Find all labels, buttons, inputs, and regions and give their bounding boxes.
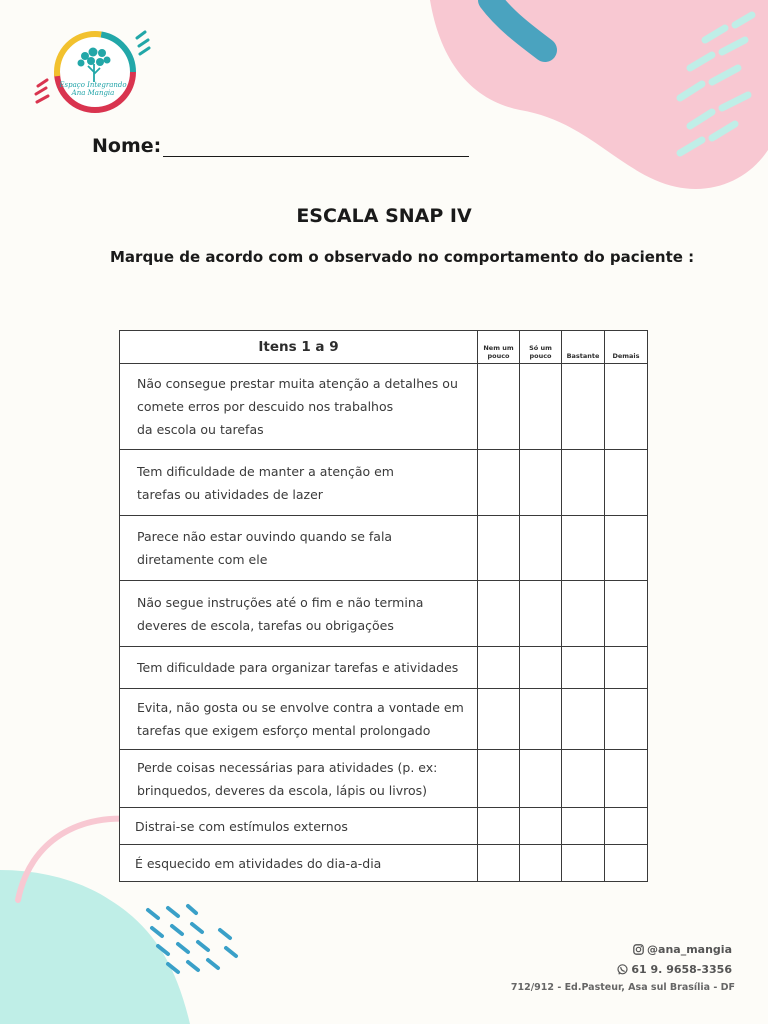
answer-cell[interactable]	[520, 750, 562, 808]
instagram-handle: @ana_mangia	[647, 943, 732, 956]
answer-cell[interactable]	[562, 689, 605, 750]
answer-cell[interactable]	[478, 689, 520, 750]
answer-cell[interactable]	[605, 581, 648, 647]
answer-cell[interactable]	[605, 845, 648, 882]
address-text: 712/912 - Ed.Pasteur, Asa sul Brasília - DF	[510, 982, 735, 993]
item-text	[120, 808, 478, 845]
name-label: Nome:	[92, 135, 162, 157]
logo-emblem	[33, 26, 153, 121]
brand-logo	[33, 26, 153, 121]
answer-cell[interactable]	[520, 516, 562, 581]
logo-line-2: Ana Mangia	[71, 89, 115, 97]
item-text	[120, 845, 478, 882]
table-row	[120, 647, 648, 689]
answer-cell[interactable]	[562, 450, 605, 516]
item-text	[120, 647, 478, 689]
item-line: tarefas que exigem esforço mental prolongado	[137, 723, 431, 738]
item-line: diretamente com ele	[137, 552, 268, 567]
table-header-row	[120, 331, 648, 364]
answer-cell[interactable]	[520, 581, 562, 647]
answer-cell[interactable]	[562, 516, 605, 581]
answer-cell[interactable]	[562, 364, 605, 450]
answer-cell[interactable]	[605, 647, 648, 689]
phone-contact[interactable]	[617, 963, 732, 978]
table-row	[120, 808, 648, 845]
name-input-line[interactable]	[163, 136, 469, 157]
answer-cell[interactable]	[520, 845, 562, 882]
answer-cell[interactable]	[605, 689, 648, 750]
item-line: É esquecido em atividades do dia-a-dia	[135, 855, 382, 871]
option-header-line: Demais	[612, 351, 640, 360]
answer-cell[interactable]	[562, 808, 605, 845]
option-header-bastante	[562, 331, 605, 364]
item-line: deveres de escola, tarefas ou obrigações	[137, 617, 394, 633]
table-row	[120, 845, 648, 882]
answer-cell[interactable]	[520, 364, 562, 450]
option-header-nem-um-pouco	[478, 331, 520, 364]
answer-cell[interactable]	[520, 647, 562, 689]
item-line: comete erros por descuido nos trabalhos	[137, 399, 394, 414]
page-subtitle: Marque de acordo com o observado no comportamento do paciente :	[110, 248, 695, 266]
item-text	[120, 364, 478, 450]
snap-iv-table	[119, 330, 648, 882]
page-title: ESCALA SNAP IV	[296, 205, 472, 227]
answer-cell[interactable]	[478, 750, 520, 808]
answer-cell[interactable]	[605, 450, 648, 516]
phone-number: 61 9. 9658-3356	[631, 963, 732, 976]
option-header-line: pouco	[529, 351, 552, 360]
instagram-icon	[633, 944, 644, 958]
answer-cell[interactable]	[605, 516, 648, 581]
table-row	[120, 450, 648, 516]
table-row	[120, 516, 648, 581]
instagram-contact[interactable]	[633, 943, 732, 958]
option-header-line: Só um	[529, 344, 552, 352]
item-text	[120, 516, 478, 581]
name-field-row	[92, 135, 469, 157]
item-line: Distrai-se com estímulos externos	[135, 818, 348, 834]
answer-cell[interactable]	[562, 750, 605, 808]
item-line: Não consegue prestar muita atenção a detalhes ou	[137, 376, 458, 391]
item-line: Não segue instruções até o fim e não termina	[137, 594, 424, 610]
answer-cell[interactable]	[562, 647, 605, 689]
answer-cell[interactable]	[605, 808, 648, 845]
answer-cell[interactable]	[520, 808, 562, 845]
option-header-line: Bastante	[566, 351, 600, 360]
answer-cell[interactable]	[562, 581, 605, 647]
answer-cell[interactable]	[478, 516, 520, 581]
answer-cell[interactable]	[605, 364, 648, 450]
item-text	[120, 581, 478, 647]
items-header: Itens 1 a 9	[120, 331, 478, 364]
answer-cell[interactable]	[478, 450, 520, 516]
answer-cell[interactable]	[520, 689, 562, 750]
answer-cell[interactable]	[562, 845, 605, 882]
table-row	[120, 750, 648, 808]
logo-text	[58, 81, 128, 97]
item-line: Tem dificuldade para organizar tarefas e atividades	[137, 660, 459, 675]
item-line: brinquedos, deveres da escola, lápis ou livros)	[137, 782, 427, 798]
item-line: Tem dificuldade de manter a atenção em	[137, 463, 394, 479]
answer-cell[interactable]	[478, 845, 520, 882]
item-text	[120, 750, 478, 808]
item-line: Perde coisas necessárias para atividades (p. ex:	[137, 759, 438, 775]
answer-cell[interactable]	[520, 450, 562, 516]
option-header-line: pouco	[487, 351, 510, 360]
item-text	[120, 450, 478, 516]
item-text	[120, 689, 478, 750]
option-header-demais	[605, 331, 648, 364]
option-header-line: Nem um	[483, 344, 514, 352]
table-row	[120, 689, 648, 750]
option-header-so-um-pouco	[520, 331, 562, 364]
item-line: da escola ou tarefas	[137, 422, 264, 437]
table-row	[120, 581, 648, 647]
item-line: Parece não estar ouvindo quando se fala	[137, 529, 393, 544]
answer-cell[interactable]	[605, 750, 648, 808]
answer-cell[interactable]	[478, 647, 520, 689]
table-row	[120, 364, 648, 450]
logo-line-1: Espaço Integrando	[59, 81, 127, 89]
item-line: tarefas ou atividades de lazer	[137, 486, 323, 502]
item-line: Evita, não gosta ou se envolve contra a vontade em	[137, 700, 464, 715]
answer-cell[interactable]	[478, 808, 520, 845]
whatsapp-icon	[617, 964, 628, 978]
answer-cell[interactable]	[478, 581, 520, 647]
answer-cell[interactable]	[478, 364, 520, 450]
